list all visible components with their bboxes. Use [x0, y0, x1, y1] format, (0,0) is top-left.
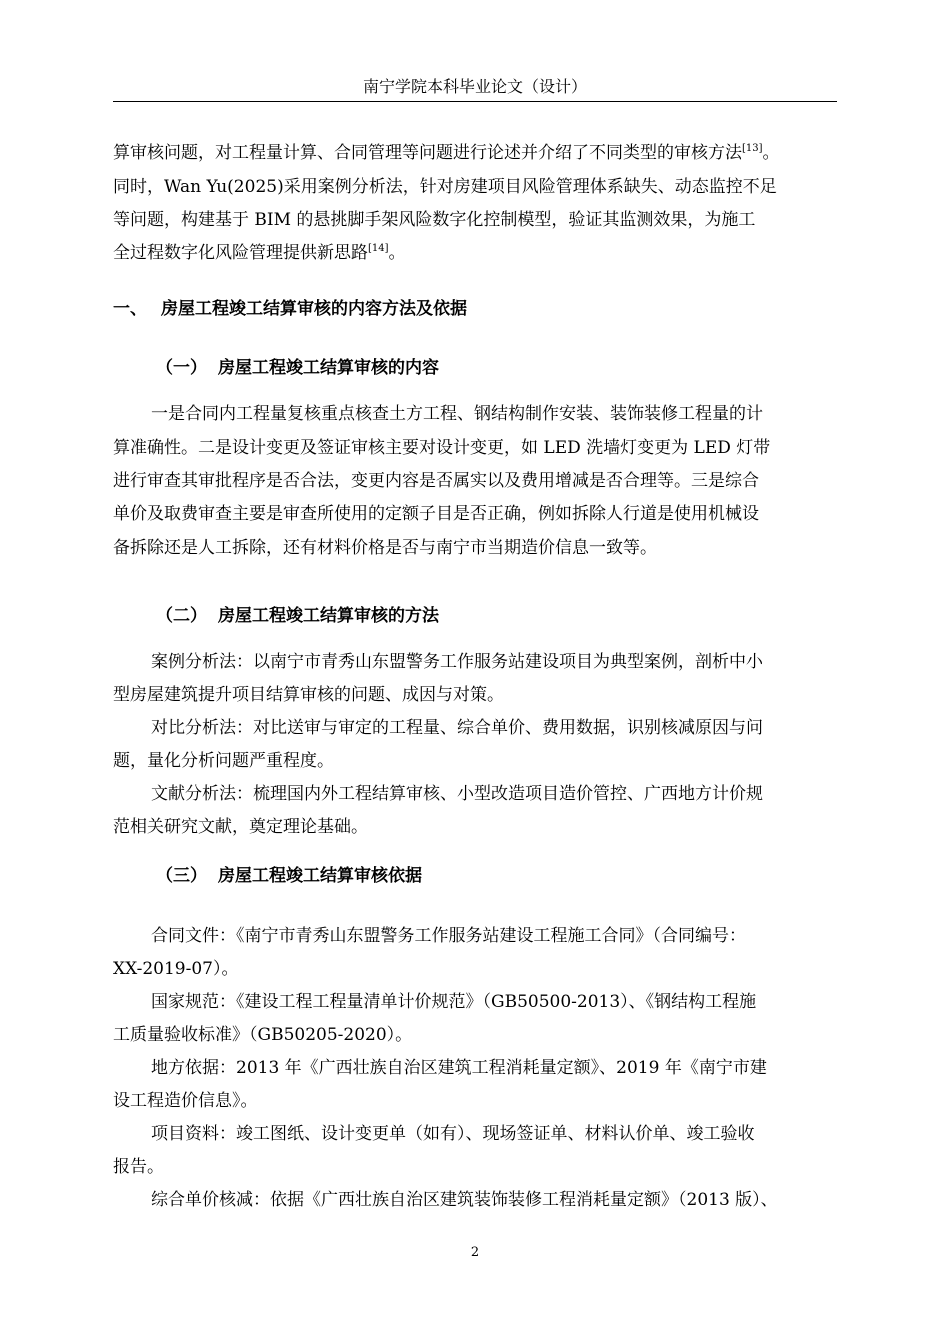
intro-line-1: 算审核问题，对工程量计算、合同管理等问题进行论述并介绍了不同类型的审核方法[13]。 [113, 143, 780, 163]
sub2-line-5: 文献分析法：梳理国内外工程结算审核、小型改造项目造价管控、广西地方计价规 [151, 784, 763, 804]
sub3-line-3: 国家规范：《建设工程工程量清单计价规范》（GB50500-2013）、《钢结构工程施 [151, 992, 757, 1012]
subsection-1-heading: （一） 房屋工程竣工结算审核的内容 [156, 358, 439, 378]
sub3-line-6: 设工程造价信息》。 [113, 1091, 258, 1111]
sub1-line-4: 单价及取费审查主要是审查所使用的定额子目是否正确，例如拆除人行道是使用机械设 [113, 504, 759, 524]
sub3-line-1: 合同文件：《南宁市青秀山东盟警务工作服务站建设工程施工合同》（合同编号： [151, 926, 746, 946]
header-divider [113, 101, 837, 102]
page-header-title: 南宁学院本科毕业论文（设计） [362, 77, 587, 96]
intro-line-2: 同时，Wan Yu(2025)采用案例分析法，针对房建项目风险管理体系缺失、动态监控不足 [113, 177, 777, 197]
sub3-line-5: 地方依据：2013 年《广西壮族自治区建筑工程消耗量定额》、2019 年《南宁市建 [151, 1058, 767, 1078]
sub3-line-8: 报告。 [113, 1157, 164, 1177]
citation-13: [13] [742, 143, 763, 154]
sub3-line-2: XX-2019-07）。 [113, 959, 239, 979]
sub2-line-3: 对比分析法：对比送审与审定的工程量、综合单价、费用数据，识别核减原因与问 [151, 718, 763, 738]
sub2-line-6: 范相关研究文献，奠定理论基础。 [113, 817, 368, 837]
sub3-line-9: 综合单价核减：依据《广西壮族自治区建筑装饰装修工程消耗量定额》（2013 版）、 [151, 1190, 778, 1210]
sub2-line-1: 案例分析法：以南宁市青秀山东盟警务工作服务站建设项目为典型案例，剖析中小 [151, 652, 763, 672]
citation-14: [14] [368, 243, 389, 254]
sub2-line-4: 题，量化分析问题严重程度。 [113, 751, 334, 771]
intro-line-4: 全过程数字化风险管理提供新思路[14]。 [113, 243, 406, 263]
sub3-line-4: 工质量验收标准》（GB50205-2020）。 [113, 1025, 413, 1045]
sub1-line-1: 一是合同内工程量复核重点核查土方工程、钢结构制作安装、装饰装修工程量的计 [151, 404, 763, 424]
sub1-line-5: 备拆除还是人工拆除，还有材料价格是否与南宁市当期造价信息一致等。 [113, 538, 657, 558]
section-heading [113, 297, 467, 321]
subsection-3-heading: （三） 房屋工程竣工结算审核依据 [156, 866, 422, 886]
subsection-2-heading: （二） 房屋工程竣工结算审核的方法 [156, 606, 439, 626]
sub2-line-2: 型房屋建筑提升项目结算审核的问题、成因与对策。 [113, 685, 504, 705]
sub1-line-2: 算准确性。二是设计变更及签证审核主要对设计变更，如 LED 洗墙灯变更为 LED 灯带 [113, 438, 771, 458]
sub3-line-7: 项目资料：竣工图纸、设计变更单（如有）、现场签证单、材料认价单、竣工验收 [151, 1124, 755, 1144]
intro-line-3: 等问题，构建基于 BIM 的悬挑脚手架风险数字化控制模型，验证其监测效果，为施工 [113, 210, 756, 230]
page-number: 2 [470, 1245, 480, 1260]
section-title: 房屋工程竣工结算审核的内容方法及依据 [161, 299, 467, 319]
section-number: 一、 [113, 299, 147, 319]
sub1-line-3: 进行审查其审批程序是否合法，变更内容是否属实以及费用增减是否合理等。三是综合 [113, 471, 759, 491]
